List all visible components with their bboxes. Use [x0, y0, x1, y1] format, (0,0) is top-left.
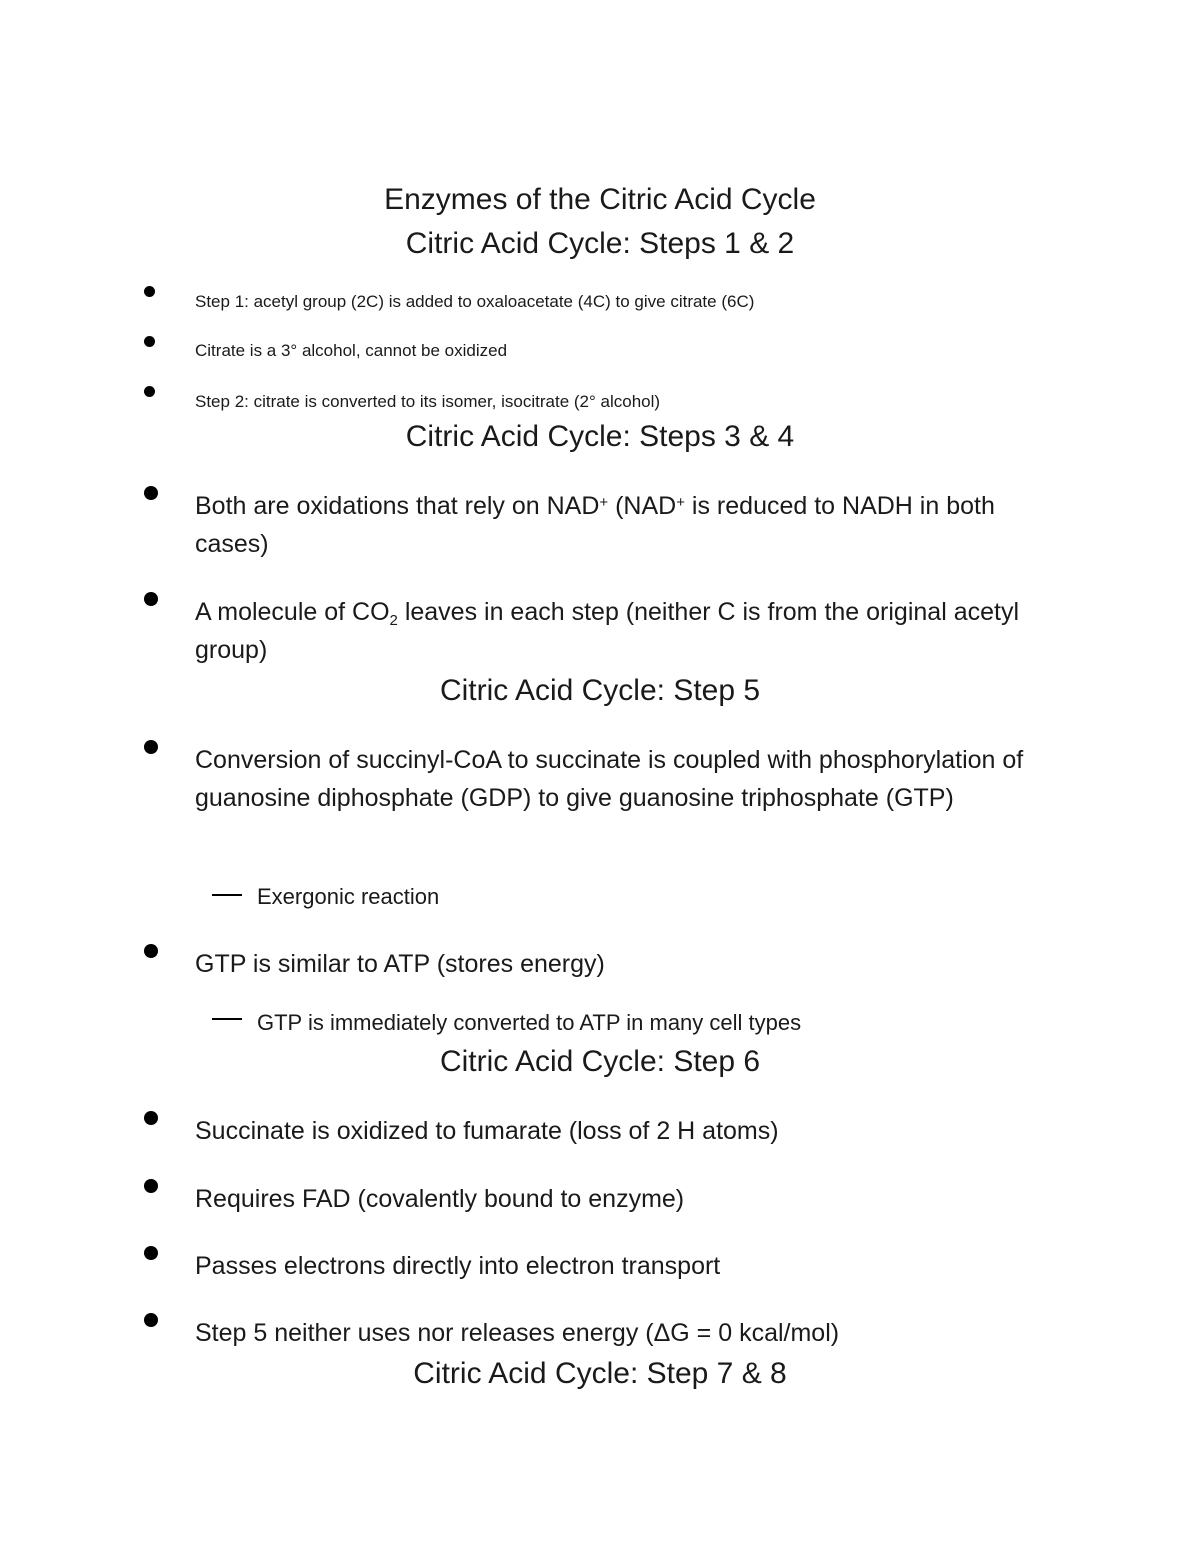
bullet-icon	[144, 286, 155, 297]
document-title: Enzymes of the Citric Acid Cycle	[384, 183, 816, 216]
subscript-2: 2	[389, 611, 398, 629]
list-item: Requires FAD (covalently bound to enzyme)	[195, 1185, 685, 1213]
list-item: Conversion of succinyl-CoA to succinate is coupled with phosphorylation of guanosine diphosphate (GDP) to give guanosine triphosphate (GTP)	[195, 746, 1024, 812]
dash-icon	[212, 894, 242, 896]
list-item: GTP is similar to ATP (stores energy)	[195, 950, 605, 978]
bullet-icon	[144, 1313, 158, 1327]
list-item: Step 5 neither uses nor releases energy (ΔG = 0 kcal/mol)	[195, 1319, 840, 1347]
bullet-icon	[144, 592, 158, 606]
section-heading-step-5: Citric Acid Cycle: Step 5	[439, 674, 761, 707]
list-item: Step 1: acetyl group (2C) is added to oxaloacetate (4C) to give citrate (6C)	[195, 292, 755, 311]
section-heading-steps-3-4: Citric Acid Cycle: Steps 3 & 4	[405, 420, 795, 453]
list-item-text: A molecule of CO	[195, 598, 390, 626]
list-item-text: (NAD	[608, 492, 677, 520]
list-item: Succinate is oxidized to fumarate (loss of 2 H atoms)	[195, 1117, 779, 1145]
sub-list-item: Exergonic reaction	[257, 884, 440, 909]
list-item-text: is reduced to NADH in both cases)	[195, 492, 995, 558]
list-item: Passes electrons directly into electron transport	[195, 1252, 721, 1280]
bullet-icon	[144, 1111, 158, 1125]
list-item: Citrate is a 3° alcohol, cannot be oxidized	[195, 341, 508, 360]
section-heading-step-7-8: Citric Acid Cycle: Step 7 & 8	[413, 1357, 787, 1390]
list-item	[195, 593, 1075, 669]
list-item: Step 2: citrate is converted to its isomer, isocitrate (2° alcohol)	[195, 392, 661, 411]
bullet-icon	[144, 486, 158, 500]
sub-list-item: GTP is immediately converted to ATP in many cell types	[257, 1010, 802, 1035]
superscript-plus: +	[676, 494, 685, 512]
section-heading-steps-1-2: Citric Acid Cycle: Steps 1 & 2	[405, 227, 795, 260]
bullet-icon	[144, 386, 155, 397]
superscript-plus: +	[599, 494, 609, 512]
bullet-icon	[144, 336, 155, 347]
list-item	[195, 487, 1075, 563]
bullet-icon	[144, 1179, 158, 1193]
section-heading-step-6: Citric Acid Cycle: Step 6	[439, 1045, 761, 1078]
bullet-icon	[144, 740, 158, 754]
list-item-text: leaves in each step (neither C is from the original acetyl group)	[195, 598, 1020, 664]
list-item-text: Both are oxidations that rely on NAD	[195, 492, 600, 520]
bullet-icon	[144, 944, 158, 958]
bullet-icon	[144, 1246, 158, 1260]
dash-icon	[212, 1018, 242, 1020]
